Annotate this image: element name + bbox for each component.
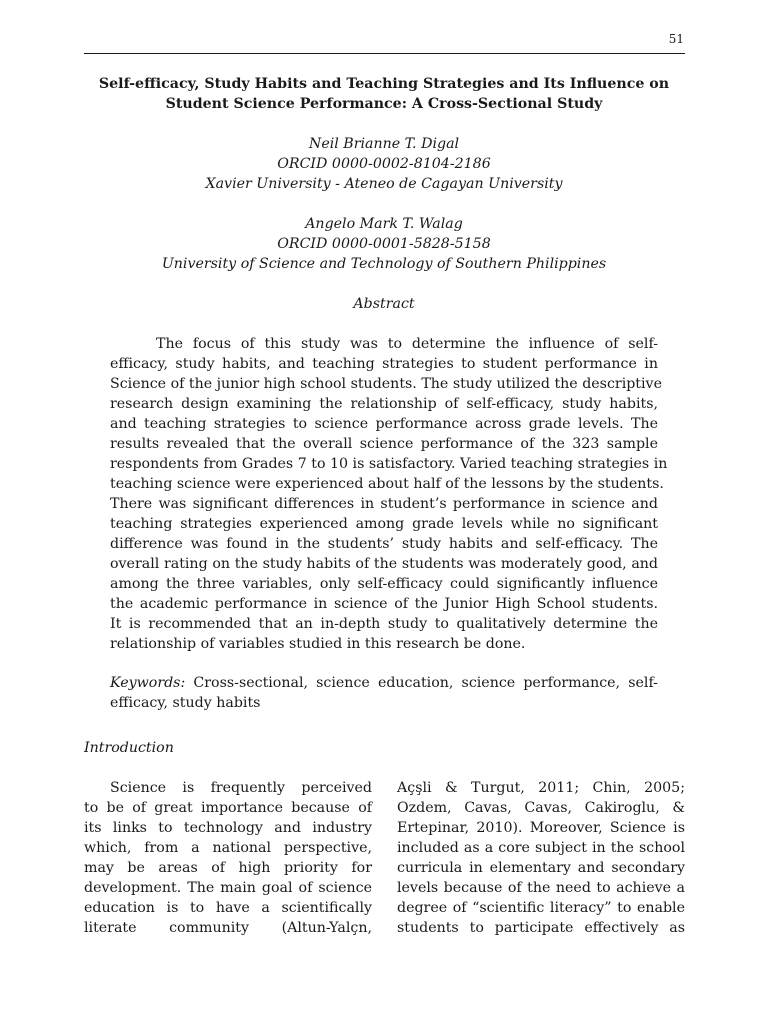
author-block <box>84 134 684 294</box>
introduction-left-column <box>84 778 372 938</box>
body-line: literate community (Altun-Yalçn, <box>84 920 372 936</box>
body-line: development. The main goal of science <box>84 880 372 896</box>
header-rule <box>84 53 685 54</box>
keywords-line: efficacy, study habits <box>110 695 261 711</box>
page-number: 51 <box>668 32 684 46</box>
author-orcid: ORCID 0000-0001-5828-5158 <box>277 236 491 252</box>
abstract-line: teaching strategies experienced among grade levels while no significant <box>110 516 658 532</box>
author-name: Angelo Mark T. Walag <box>305 216 463 232</box>
author <box>84 214 684 274</box>
body-line: education is to have a scientifically <box>84 900 372 916</box>
author <box>84 134 684 194</box>
abstract-line: difference was found in the students’ study habits and self-efficacy. The <box>110 536 658 552</box>
body-line: Ertepinar, 2010). Moreover, Science is <box>397 820 685 836</box>
abstract-line: relationship of variables studied in this research be done. <box>110 636 526 652</box>
keywords-text: Cross-sectional, science education, science performance, self- <box>193 675 658 691</box>
title-line: Student Science Performance: A Cross-Sectional Study <box>165 96 603 112</box>
introduction-heading: Introduction <box>84 740 174 756</box>
body-line: which, from a national perspective, <box>84 840 372 856</box>
abstract-line: the academic performance in science of the Junior High School students. <box>110 596 658 612</box>
body-line: Açşli & Turgut, 2011; Chin, 2005; <box>397 780 685 796</box>
abstract-line: efficacy, study habits, and teaching strategies to student performance in <box>110 356 658 372</box>
body-line: included as a core subject in the school <box>397 840 685 856</box>
abstract-line: and teaching strategies to science performance across grade levels. The <box>110 416 658 432</box>
body-line: curricula in elementary and secondary <box>397 860 685 876</box>
body-line: to be of great importance because of <box>84 800 372 816</box>
paper-title <box>84 74 684 114</box>
body-line: its links to technology and industry <box>84 820 372 836</box>
body-line: degree of “scientific literacy” to enable <box>397 900 685 916</box>
abstract-line: The focus of this study was to determine the influence of self- <box>156 336 658 352</box>
abstract-line: research design examining the relationship of self-efficacy, study habits, <box>110 396 658 412</box>
abstract-line: There was significant differences in student’s performance in science and <box>110 496 658 512</box>
abstract-line: results revealed that the overall science performance of the 323 sample <box>110 436 658 452</box>
author-name: Neil Brianne T. Digal <box>308 136 460 152</box>
abstract-line: respondents from Grades 7 to 10 is satisfactory. Varied teaching strategies in <box>110 456 668 472</box>
abstract-line: overall rating on the study habits of the students was moderately good, and <box>110 556 658 572</box>
author-orcid: ORCID 0000-0002-8104-2186 <box>277 156 491 172</box>
title-line: Self-efficacy, Study Habits and Teaching Strategies and Its Influence on <box>98 76 670 92</box>
abstract-line: It is recommended that an in-depth study to qualitatively determine the <box>110 616 658 632</box>
abstract-line: Science of the junior high school students. The study utilized the descriptive <box>110 376 662 392</box>
body-line: students to participate effectively as <box>397 920 685 936</box>
author-affiliation: University of Science and Technology of Southern Philippines <box>161 256 607 272</box>
abstract-line: teaching science were experienced about half of the lessons by the students. <box>110 476 664 492</box>
abstract-body <box>110 334 668 654</box>
abstract-line: among the three variables, only self-efficacy could significantly influence <box>110 576 658 592</box>
introduction-right-column <box>397 778 685 938</box>
abstract-heading: Abstract <box>353 296 415 312</box>
body-line: Ozdem, Cavas, Cavas, Cakiroglu, & <box>397 800 685 816</box>
author-affiliation: Xavier University - Ateneo de Cagayan University <box>205 176 563 192</box>
body-line: may be areas of high priority for <box>84 860 372 876</box>
body-line: Science is frequently perceived <box>110 780 372 796</box>
keywords-label: Keywords: <box>110 675 186 691</box>
body-line: levels because of the need to achieve a <box>397 880 685 896</box>
keywords <box>110 673 658 713</box>
keywords-line <box>110 673 658 693</box>
